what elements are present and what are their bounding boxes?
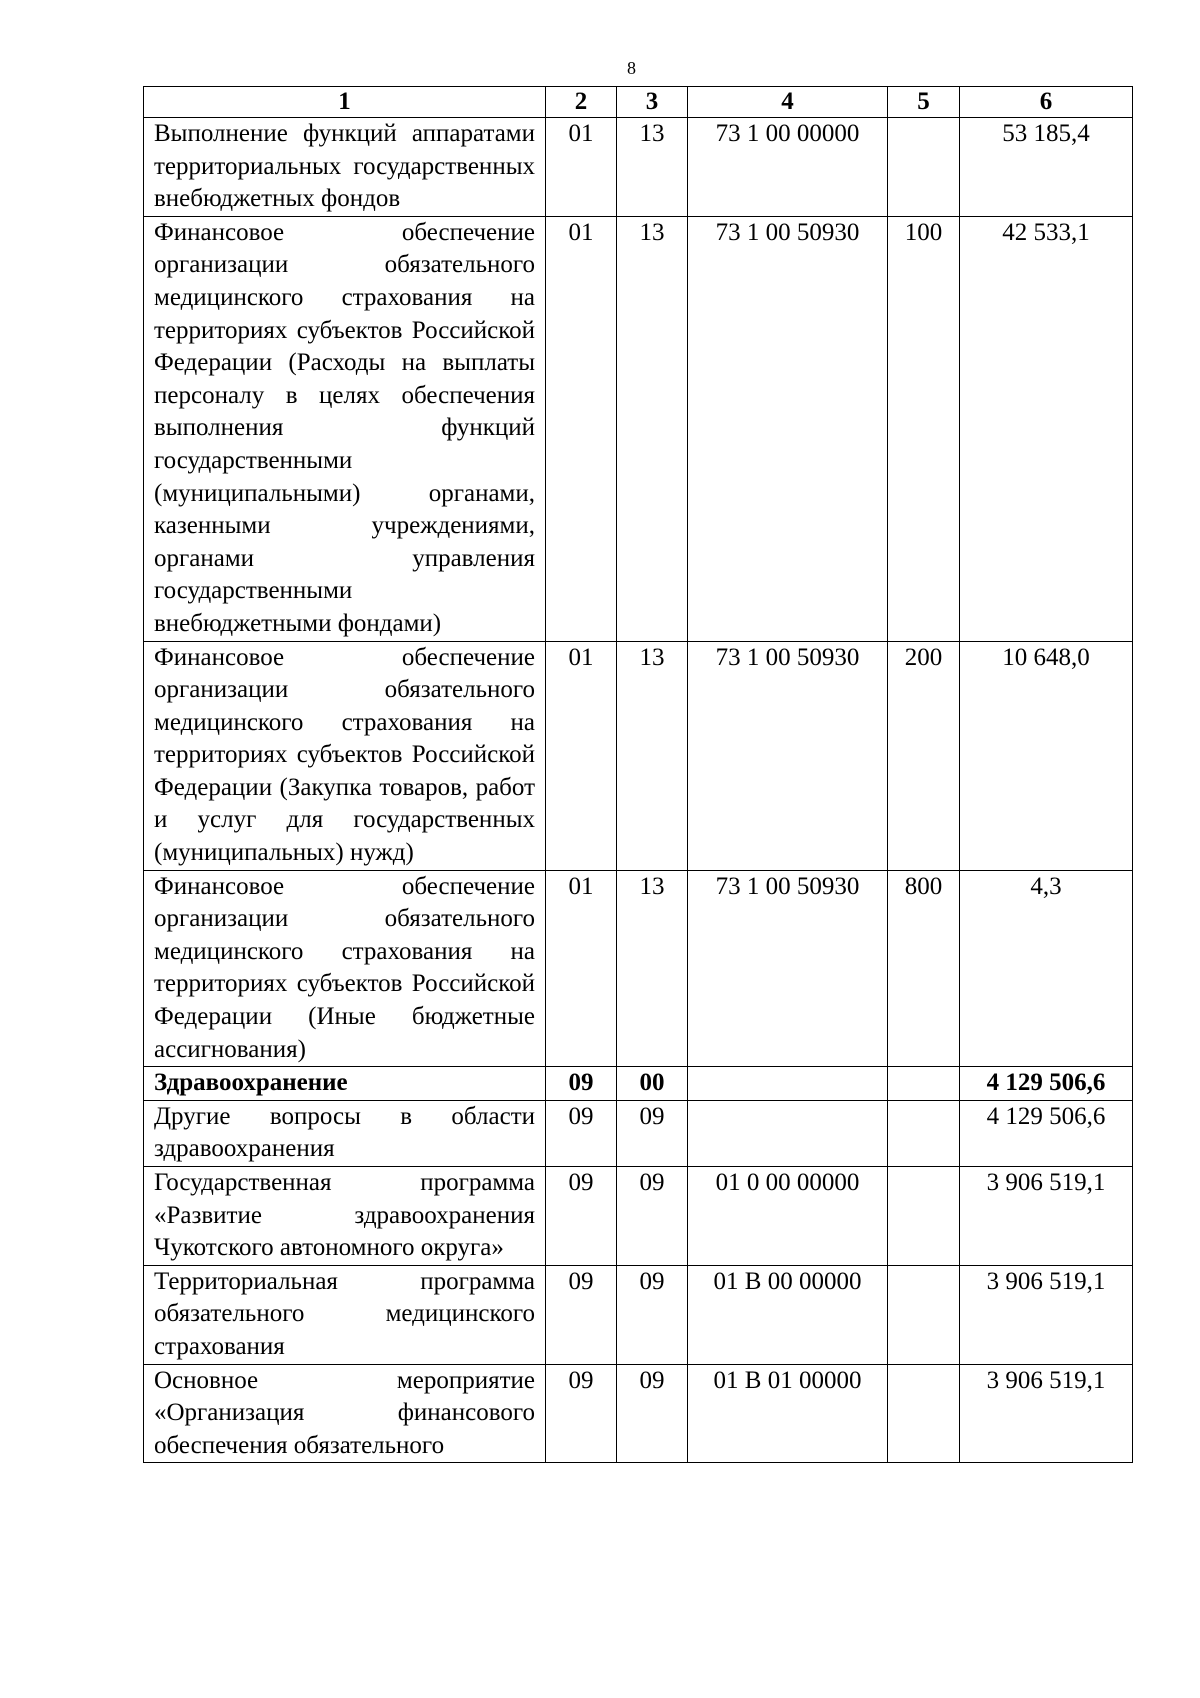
- row-subsection: 09: [617, 1100, 688, 1166]
- row-expense-type: [888, 1100, 960, 1166]
- header-col-1: 1: [144, 87, 546, 118]
- header-col-3: 3: [617, 87, 688, 118]
- row-name: Государственная программа «Развитие здравоохранения Чукотского автономного округа»: [144, 1167, 546, 1266]
- row-amount: 4,3: [960, 870, 1133, 1067]
- row-section: 09: [546, 1100, 617, 1166]
- row-expense-type: [888, 118, 960, 217]
- header-col-5: 5: [888, 87, 960, 118]
- row-expense-type: [888, 1167, 960, 1266]
- row-subsection: 13: [617, 870, 688, 1067]
- row-amount: 53 185,4: [960, 118, 1133, 217]
- row-target-article: 73 1 00 50930: [688, 870, 888, 1067]
- row-amount: 4 129 506,6: [960, 1067, 1133, 1101]
- row-amount: 3 906 519,1: [960, 1167, 1133, 1266]
- row-name: Финансовое обеспечение организации обязательного медицинского страхования на территориях субъектов Российской Федерации (Расходы на выплаты персоналу в целях обеспечения выполнения функций государственными (муниципальными) органами, казенными учреждениями, органами управления государственными внебюджетными фондами): [144, 216, 546, 641]
- row-amount: 42 533,1: [960, 216, 1133, 641]
- row-target-article: [688, 1100, 888, 1166]
- table-header-row: [144, 87, 1133, 118]
- table-row: [144, 118, 1133, 217]
- row-name: Территориальная программа обязательного медицинского страхования: [144, 1265, 546, 1364]
- header-col-4: 4: [688, 87, 888, 118]
- row-name: Другие вопросы в области здравоохранения: [144, 1100, 546, 1166]
- row-name: Финансовое обеспечение организации обязательного медицинского страхования на территориях субъектов Российской Федерации (Закупка товаров, работ и услуг для государственных (муниципальных) нужд): [144, 641, 546, 870]
- row-expense-type: 800: [888, 870, 960, 1067]
- row-section: 09: [546, 1067, 617, 1101]
- table-row: [144, 216, 1133, 641]
- row-target-article: 73 1 00 50930: [688, 216, 888, 641]
- row-section: 09: [546, 1167, 617, 1266]
- row-amount: 3 906 519,1: [960, 1265, 1133, 1364]
- row-section: 01: [546, 216, 617, 641]
- row-name: Финансовое обеспечение организации обязательного медицинского страхования на территориях субъектов Российской Федерации (Иные бюджетные ассигнования): [144, 870, 546, 1067]
- row-expense-type: [888, 1265, 960, 1364]
- row-name: Основное мероприятие «Организация финансового обеспечения обязательного: [144, 1364, 546, 1463]
- row-subsection: 00: [617, 1067, 688, 1101]
- row-amount: 10 648,0: [960, 641, 1133, 870]
- row-target-article: [688, 1067, 888, 1101]
- table-row: [144, 1100, 1133, 1166]
- row-amount: 3 906 519,1: [960, 1364, 1133, 1463]
- row-subsection: 09: [617, 1265, 688, 1364]
- row-subsection: 13: [617, 118, 688, 217]
- row-expense-type: 200: [888, 641, 960, 870]
- row-subsection: 09: [617, 1364, 688, 1463]
- row-subsection: 13: [617, 641, 688, 870]
- row-expense-type: [888, 1364, 960, 1463]
- row-section: 01: [546, 641, 617, 870]
- row-expense-type: [888, 1067, 960, 1101]
- table-row: [144, 870, 1133, 1067]
- row-target-article: 73 1 00 50930: [688, 641, 888, 870]
- row-section: 01: [546, 118, 617, 217]
- row-section: 01: [546, 870, 617, 1067]
- row-expense-type: 100: [888, 216, 960, 641]
- table-row: [144, 1364, 1133, 1463]
- row-section: 09: [546, 1364, 617, 1463]
- row-name: Выполнение функций аппаратами территориальных государственных внебюджетных фондов: [144, 118, 546, 217]
- page-number: 8: [627, 58, 636, 78]
- table-row: [144, 1265, 1133, 1364]
- table-row-section-total: [144, 1067, 1133, 1101]
- row-subsection: 13: [617, 216, 688, 641]
- budget-table: [143, 86, 1133, 1463]
- row-target-article: 73 1 00 00000: [688, 118, 888, 217]
- row-section: 09: [546, 1265, 617, 1364]
- table-row: [144, 1167, 1133, 1266]
- row-subsection: 09: [617, 1167, 688, 1266]
- header-col-6: 6: [960, 87, 1133, 118]
- table-row: [144, 641, 1133, 870]
- row-amount: 4 129 506,6: [960, 1100, 1133, 1166]
- row-target-article: 01 0 00 00000: [688, 1167, 888, 1266]
- header-col-2: 2: [546, 87, 617, 118]
- row-name: Здравоохранение: [144, 1067, 546, 1101]
- row-target-article: 01 В 01 00000: [688, 1364, 888, 1463]
- row-target-article: 01 В 00 00000: [688, 1265, 888, 1364]
